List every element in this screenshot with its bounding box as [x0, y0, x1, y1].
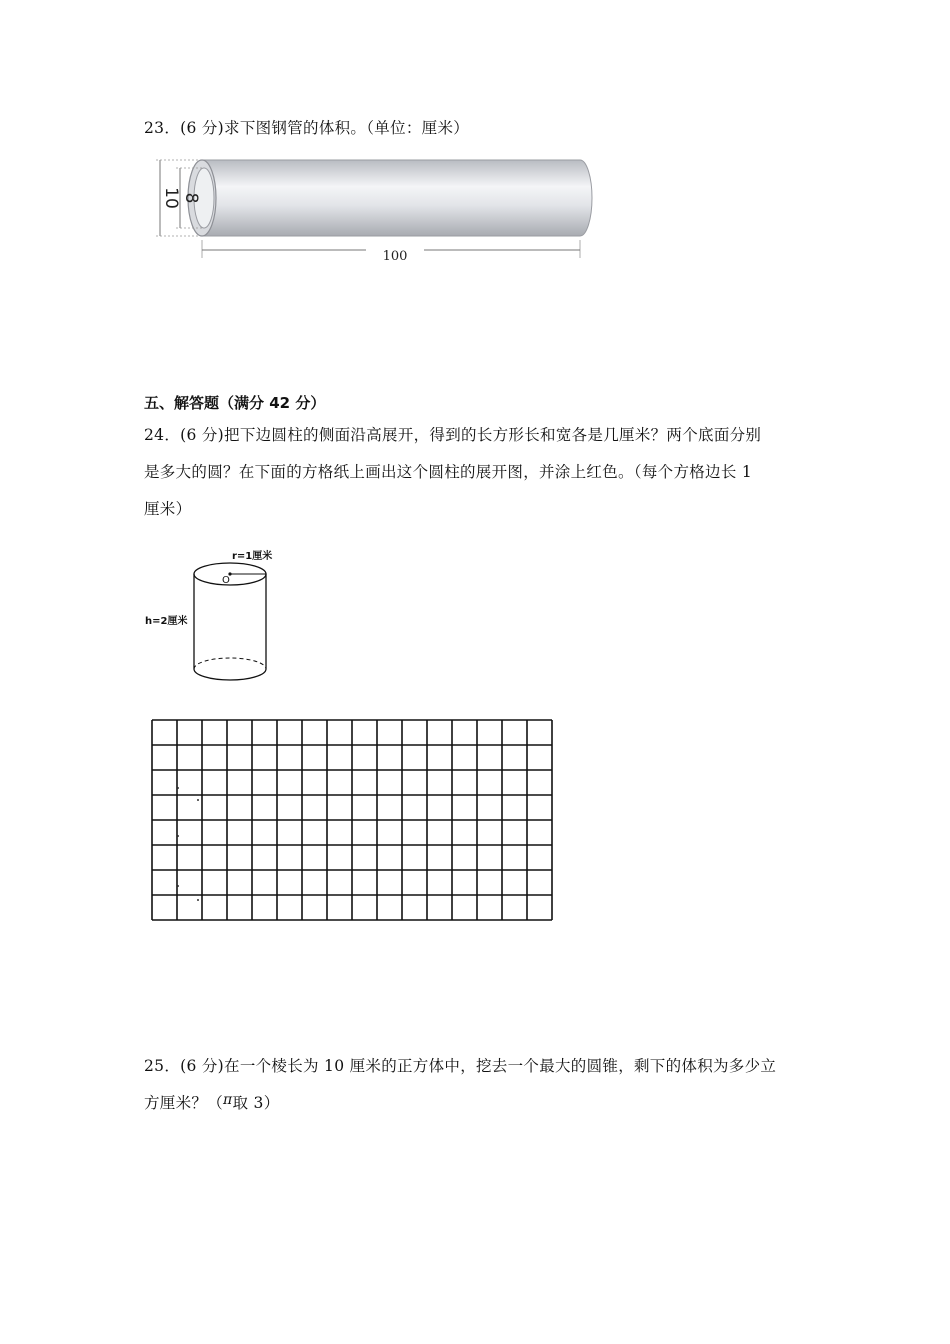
grid-dot — [177, 885, 179, 887]
length-label: 100 — [382, 249, 408, 264]
grid-dot — [197, 799, 199, 801]
question-24 — [144, 417, 761, 528]
question-text: 求下图钢管的体积。（单位：厘米） — [224, 119, 470, 137]
question-23 — [144, 110, 469, 147]
radius-label: r=1厘米 — [232, 551, 273, 562]
question-text: 在一个棱长为 10 厘米的正方体中，挖去一个最大的圆锥，剩下的体积为多少立 — [224, 1057, 777, 1075]
section-heading: 五、解答题（满分 42 分） — [144, 394, 326, 412]
question-number: 23． — [144, 119, 181, 137]
question-points: (6 分) — [180, 1057, 225, 1075]
question-line-1 — [144, 1048, 776, 1085]
inner-diameter-label: 8 — [181, 192, 201, 204]
grid-dot — [177, 835, 179, 837]
question-25 — [144, 1048, 776, 1123]
square-grid[interactable] — [146, 716, 556, 924]
question-text: 方厘米？（ — [144, 1094, 224, 1112]
pi-symbol: π — [223, 1092, 233, 1108]
steel-pipe-figure — [140, 150, 600, 270]
question-number: 24． — [144, 426, 181, 444]
outer-diameter-label: 10 — [161, 187, 181, 209]
question-line-3: 厘米） — [144, 500, 192, 518]
question-text: 把下边圆柱的侧面沿高展开，得到的长方形长和宽各是几厘米？两个底面分别 — [224, 426, 762, 444]
question-number: 25． — [144, 1057, 181, 1075]
question-line-2: 是多大的圆？在下面的方格纸上画出这个圆柱的展开图，并涂上红色。（每个方格边长 1 — [144, 463, 753, 481]
cylinder-figure — [140, 542, 300, 692]
question-points: (6 分) — [180, 426, 225, 444]
cylinder-bottom-back — [194, 658, 266, 669]
question-line-1 — [144, 417, 761, 454]
center-label: O — [222, 575, 230, 586]
height-label: h=2厘米 — [145, 616, 188, 627]
question-text: 取 3） — [232, 1094, 280, 1112]
grid-dot — [197, 899, 199, 901]
cylinder-bottom-front — [194, 669, 266, 680]
grid-dot — [177, 787, 179, 789]
question-points: (6 分) — [180, 119, 225, 137]
question-line-2 — [144, 1085, 776, 1123]
